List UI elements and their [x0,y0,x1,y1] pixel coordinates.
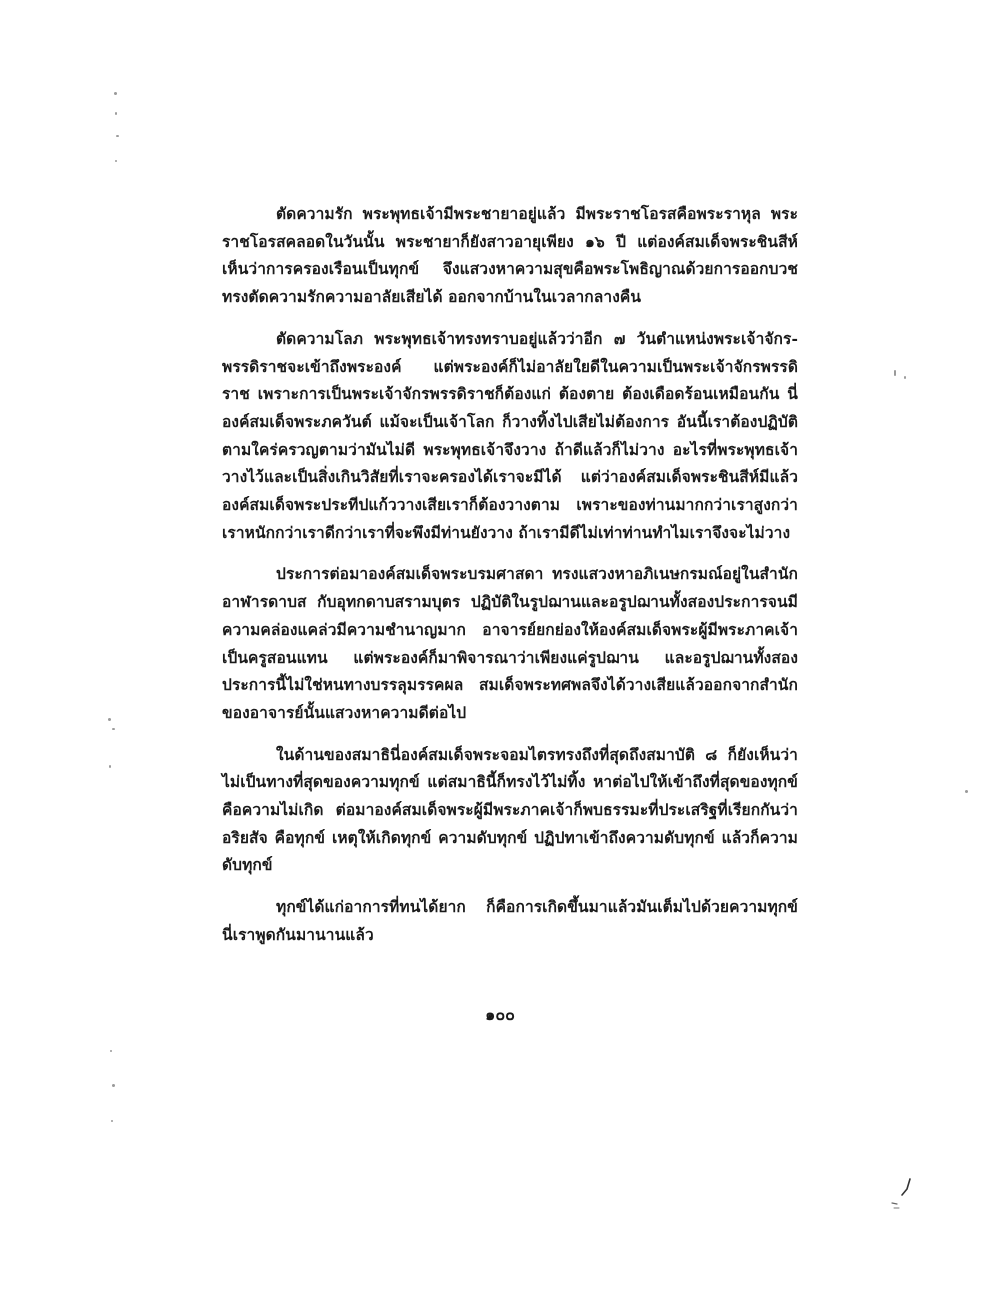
scan-speck [965,790,968,793]
scan-speck [894,370,896,376]
page-number: ๑๐๐ [485,1005,515,1024]
scan-speck [115,160,117,162]
scan-speck [904,376,906,379]
scan-speck [116,135,119,137]
scan-speck [112,1084,115,1087]
paragraph-1: ตัดความรัก พระพุทธเจ้ามีพระชายาอยู่แล้ว มีพระราชโอรสคือพระราหุล พระราชโอรสคลอดในวันนั้น พระชายาก็ยังสาวอายุเพียง ๑๖ ปี แต่องค์สมเด็จพระชินสีห์เห็นว่าการครองเรือนเป็นทุกข์ จึงแสวงหาความสุขคือพระโพธิญาณด้วยการออกบวช ทรงตัดความรักความอาลัยเสียได้ ออกจากบ้านในเวลากลางคืน [222,204,798,307]
scan-speck [110,1050,112,1052]
scan-speck [114,92,117,95]
scan-speck [112,728,115,730]
body-text [222,200,798,963]
paragraph-2: ตัดความโลภ พระพุทธเจ้าทรงทราบอยู่แล้วว่าอีก ๗ วันตำแหน่งพระเจ้าจักร-พรรดิราชจะเข้าถึงพระองค์ แต่พระองค์ก็ไม่อาลัยใยดีในความเป็นพระเจ้าจักรพรรดิราช เพราะการเป็นพระเจ้าจักรพรรดิราชก็ต้องแก่ ต้องตาย ต้องเดือดร้อนเหมือนกัน นี่องค์สมเด็จพระภควันต์ แม้จะเป็นเจ้าโลก ก็วางทิ้งไปเสียไม่ต้องการ อันนี้เราต้องปฏิบัติตามใคร่ครวญตามว่ามันไม่ดี พระพุทธเจ้าจึงวาง ถ้าดีแล้วก็ไม่วาง อะไรที่พระพุทธเจ้าวางไว้และเป็นสิ่งเกินวิสัยที่เราจะครองได้เราจะมีได้ แต่ว่าองค์สมเด็จพระชินสีห์มีแล้ว องค์สมเด็จพระประทีปแก้ววางเสียเราก็ต้องวางตาม เพราะของท่านมากกว่าเราสูงกว่าเราหนักกว่าเราดีกว่าเราที่จะพึงมีท่านยังวาง ถ้าเรามีดีไม่เท่าท่านทำไมเราจึงจะไม่วาง [222,328,798,542]
scan-speck [109,765,111,768]
pen-mark-icon [888,1175,918,1215]
paragraph-3: ประการต่อมาองค์สมเด็จพระบรมศาสดา ทรงแสวงหาอภิเนษกรมณ์อยู่ในสำนักอาฬารดาบส กับอุทกดาบสรามบุตร ปฏิบัติในรูปฌานและอรูปฌานทั้งสองประการจนมีความคล่องแคล่วมีความชำนาญมาก อาจารย์ยกย่องให้องค์สมเด็จพระผู้มีพระภาคเจ้าเป็นครูสอนแทน แต่พระองค์ก็มาพิจารณาว่าเพียงแค่รูปฌาน และอรูปฌานทั้งสองประการนี้ไม่ใช่หนทางบรรลุมรรคผล สมเด็จพระทศพลจึงได้วางเสียแล้วออกจากสำนักของอาจารย์นั้นแสวงหาความดีต่อไป [222,564,798,722]
scan-speck [111,1120,113,1122]
paragraph-4: ในด้านของสมาธินี่องค์สมเด็จพระจอมไตรทรงถึงที่สุดถึงสมาบัติ ๘ ก็ยังเห็นว่าไม่เป็นทางที่สุดของความทุกข์ แต่สมาธินี้ก็ทรงไว้ไม่ทิ้ง หาต่อไปให้เข้าถึงที่สุดของทุกข์คือความไม่เกิด ต่อมาองค์สมเด็จพระผู้มีพระภาคเจ้าก็พบธรรมะที่ประเสริฐที่เรียกกันว่าอริยสัจ คือทุกข์ เหตุให้เกิดทุกข์ ความดับทุกข์ ปฏิปทาเข้าถึงความดับทุกข์ แล้วก็ความดับทุกข์ [222,744,798,875]
scan-speck [115,112,117,115]
scan-speck [108,718,111,721]
paragraph-5: ทุกข์ได้แก่อาการที่ทนได้ยาก ก็คือการเกิดขึ้นมาแล้วมันเต็มไปด้วยความทุกข์ นี่เราพูดกันมานานแล้ว [222,897,798,944]
